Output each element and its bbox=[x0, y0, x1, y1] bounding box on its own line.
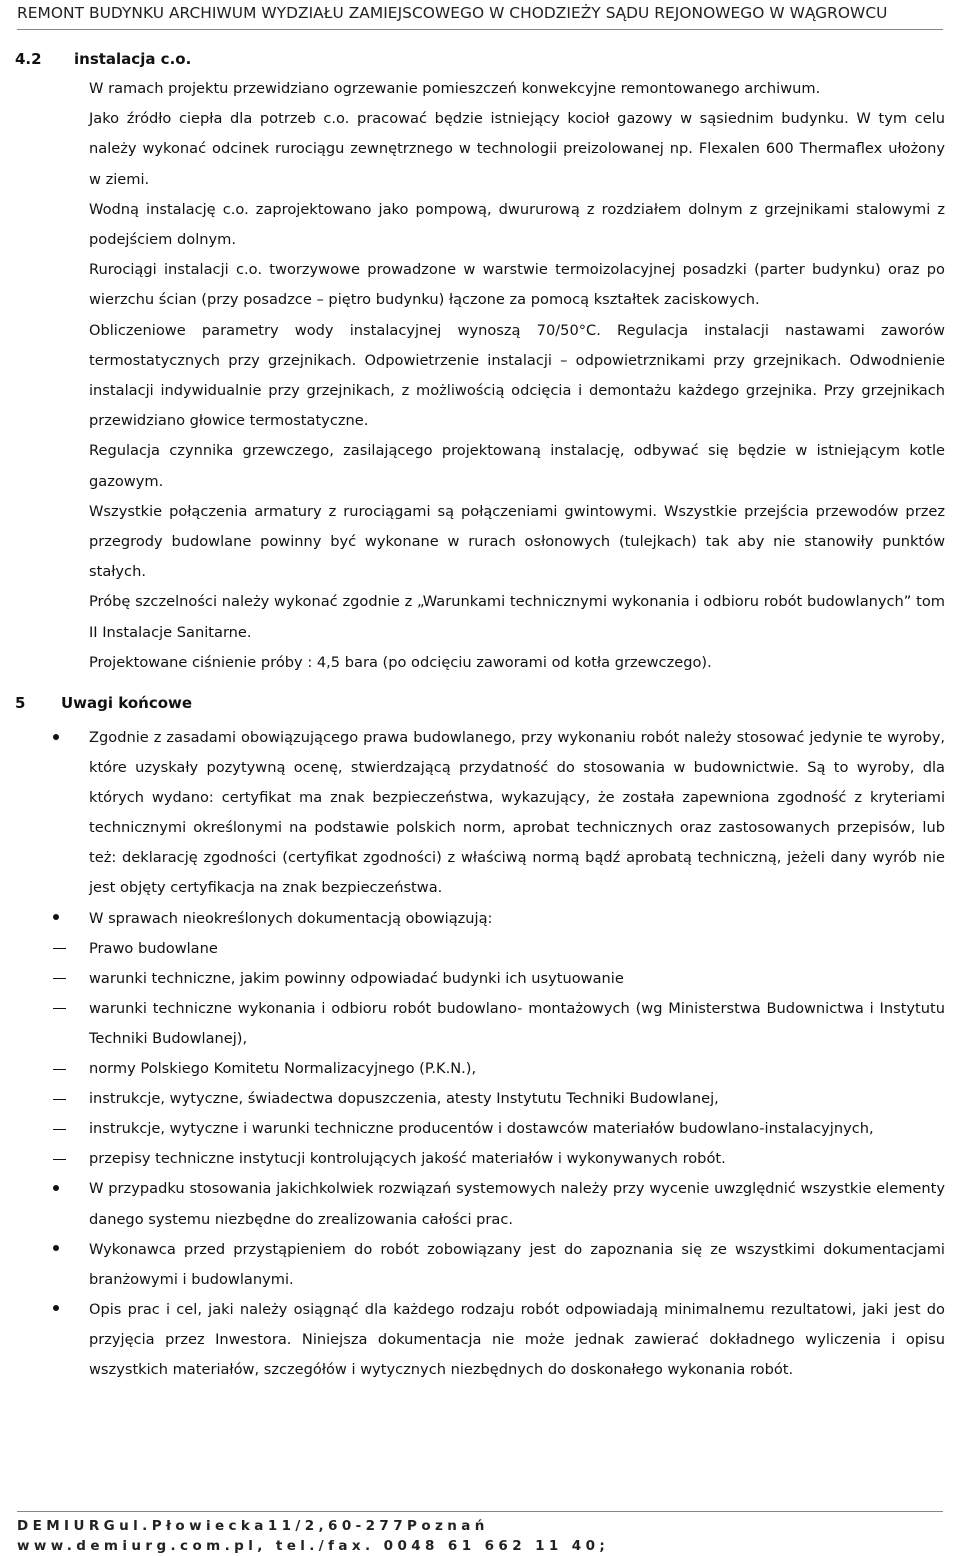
paragraph: Regulacja czynnika grzewczego, zasilającego projektowaną instalację, odbywać się będzie w istniejącym kotle gazowym. bbox=[89, 442, 945, 490]
dash-icon bbox=[53, 1054, 67, 1084]
list-item: Opis prac i cel, jaki należy osiągnąć dla każdego rodzaju robót odpowiadają minimalnemu rezultatowi, jaki jest do przyjęcia przez Inwestora. Niniejsza dokumentacja nie może jednak zawierać dokładnego wyliczenia i opisu wszystkich materiałów, szczegółów i wytycznych niezbędnych do doskonałego wykonania robót. bbox=[89, 1295, 945, 1385]
dash-icon bbox=[53, 1114, 67, 1144]
section-4-2-body bbox=[89, 74, 945, 678]
list-item: warunki techniczne wykonania i odbioru robót budowlano- montażowych (wg Ministerstwa Budownictwa i Instytutu Techniki Budowlanej), bbox=[89, 994, 945, 1054]
bullet-icon bbox=[53, 1235, 67, 1265]
final-remarks-list bbox=[89, 723, 945, 1385]
page-footer bbox=[17, 1511, 943, 1556]
list-item: instrukcje, wytyczne, świadectwa dopuszczenia, atesty Instytutu Techniki Budowlanej, bbox=[89, 1084, 945, 1114]
list-item: W przypadku stosowania jakichkolwiek rozwiązań systemowych należy przy wycenie uwzględnić wszystkie elementy danego systemu niezbędne do zrealizowania całości prac. bbox=[89, 1174, 945, 1234]
paragraph: Wszystkie połączenia armatury z rurociągami są połączeniami gwintowymi. Wszystkie przejścia przewodów przez przegrody budowlane powinny być wykonane w rurach osłonowych (tulejkach) tak aby nie stanowiły punktów stałych. bbox=[89, 502, 945, 581]
list-item: instrukcje, wytyczne i warunki techniczne producentów i dostawców materiałów budowlano-instalacyjnych, bbox=[89, 1114, 945, 1144]
dash-icon bbox=[53, 994, 67, 1024]
paragraph: Rurociągi instalacji c.o. tworzywowe prowadzone w warstwie termoizolacyjnej posadzki (parter budynku) oraz po wierzchu ścian (przy posadzce – piętro budynku) łączone za pomocą kształtek zaciskowych. bbox=[89, 261, 945, 309]
section-5-title: Uwagi końcowe bbox=[61, 694, 193, 712]
paragraph: Obliczeniowe parametry wody instalacyjnej wynoszą 70/50°C. Regulacja instalacji nastawami zaworów termostatycznych przy grzejnikach. Odpowietrzenie instalacji – odpowietrznikami przy grzejnikach. Odwodnienie instalacji indywidualnie przy grzejnikach, z możliwością odcięcia i demontażu każdego grzejnika. Przy grzejnikach przewidziano głowice termostatyczne. bbox=[89, 321, 945, 430]
bullet-icon bbox=[53, 1295, 67, 1325]
list-item: W sprawach nieokreślonych dokumentacją obowiązują: bbox=[89, 904, 945, 934]
bullet-icon bbox=[53, 1174, 67, 1204]
list-item: Zgodnie z zasadami obowiązującego prawa budowlanego, przy wykonaniu robót należy stosować jedynie te wyroby, które uzyskały pozytywną ocenę, stwierdzającą przydatność do stosowania w budownictwie. Są to wyroby, dla których wydano: certyfikat ma znak bezpieczeństwa, wykazujący, że została zapewniona zgodność z kryteriami technicznymi określonymi na podstawie polskich norm, aprobat technicznych oraz zastosowanych przepisów, lub też: deklarację zgodności (certyfikat zgodności) z właściwą normą bądź aprobatą techniczną, jeżeli dany wyrób nie jest objęty certyfikacja na znak bezpieczeństwa. bbox=[89, 723, 945, 904]
list-item: przepisy techniczne instytucji kontrolujących jakość materiałów i wykonywanych robót. bbox=[89, 1144, 945, 1174]
bullet-icon bbox=[53, 904, 67, 934]
dash-icon bbox=[53, 1144, 67, 1174]
section-4-2-title: instalacja c.o. bbox=[74, 50, 192, 68]
footer-contact: www.demiurg.com.pl, tel./fax. 0048 61 662 11 40; bbox=[17, 1538, 610, 1554]
paragraph: Jako źródło ciepła dla potrzeb c.o. pracować będzie istniejący kocioł gazowy w sąsiednim budynku. W tym celu należy wykonać odcinek rurociągu zewnętrznego w technologii preizolowanej np. Flexalen 600 Thermaflex ułożony w ziemi. bbox=[89, 110, 945, 188]
paragraph: Wodną instalację c.o. zaprojektowano jako pompową, dwururową z rozdziałem dolnym z grzejnikami stalowymi z podejściem dolnym. bbox=[89, 200, 945, 249]
list-item: warunki techniczne, jakim powinny odpowiadać budynki ich usytuowanie bbox=[89, 964, 945, 994]
dash-icon bbox=[53, 1084, 67, 1114]
section-4-2-number: 4.2 bbox=[15, 50, 42, 68]
footer-address: DEMIURGul.Płowiecka11/2,60-277Poznań bbox=[17, 1518, 489, 1534]
running-header: REMONT BUDYNKU ARCHIWUM WYDZIAŁU ZAMIEJSCOWEGO W CHODZIEŻY SĄDU REJONOWEGO W WĄGROWCU bbox=[17, 3, 943, 30]
list-item: normy Polskiego Komitetu Normalizacyjnego (P.K.N.), bbox=[89, 1054, 945, 1084]
section-5-number: 5 bbox=[15, 694, 26, 712]
dash-icon bbox=[53, 964, 67, 994]
list-item: Wykonawca przed przystąpieniem do robót zobowiązany jest do zapoznania się ze wszystkimi dokumentacjami branżowymi i budowlanymi. bbox=[89, 1235, 945, 1295]
bullet-icon bbox=[53, 723, 67, 753]
paragraph: Próbę szczelności należy wykonać zgodnie z „Warunkami technicznymi wykonania i odbioru robót budowlanych” tom II Instalacje Sanitarne. bbox=[89, 593, 945, 641]
paragraph: Projektowane ciśnienie próby : 4,5 bara (po odcięciu zaworami od kotła grzewczego). bbox=[89, 653, 712, 671]
paragraph: W ramach projektu przewidziano ogrzewanie pomieszczeń konwekcyjne remontowanego archiwum. bbox=[89, 80, 821, 97]
dash-icon bbox=[53, 934, 67, 964]
list-item: Prawo budowlane bbox=[89, 934, 945, 964]
